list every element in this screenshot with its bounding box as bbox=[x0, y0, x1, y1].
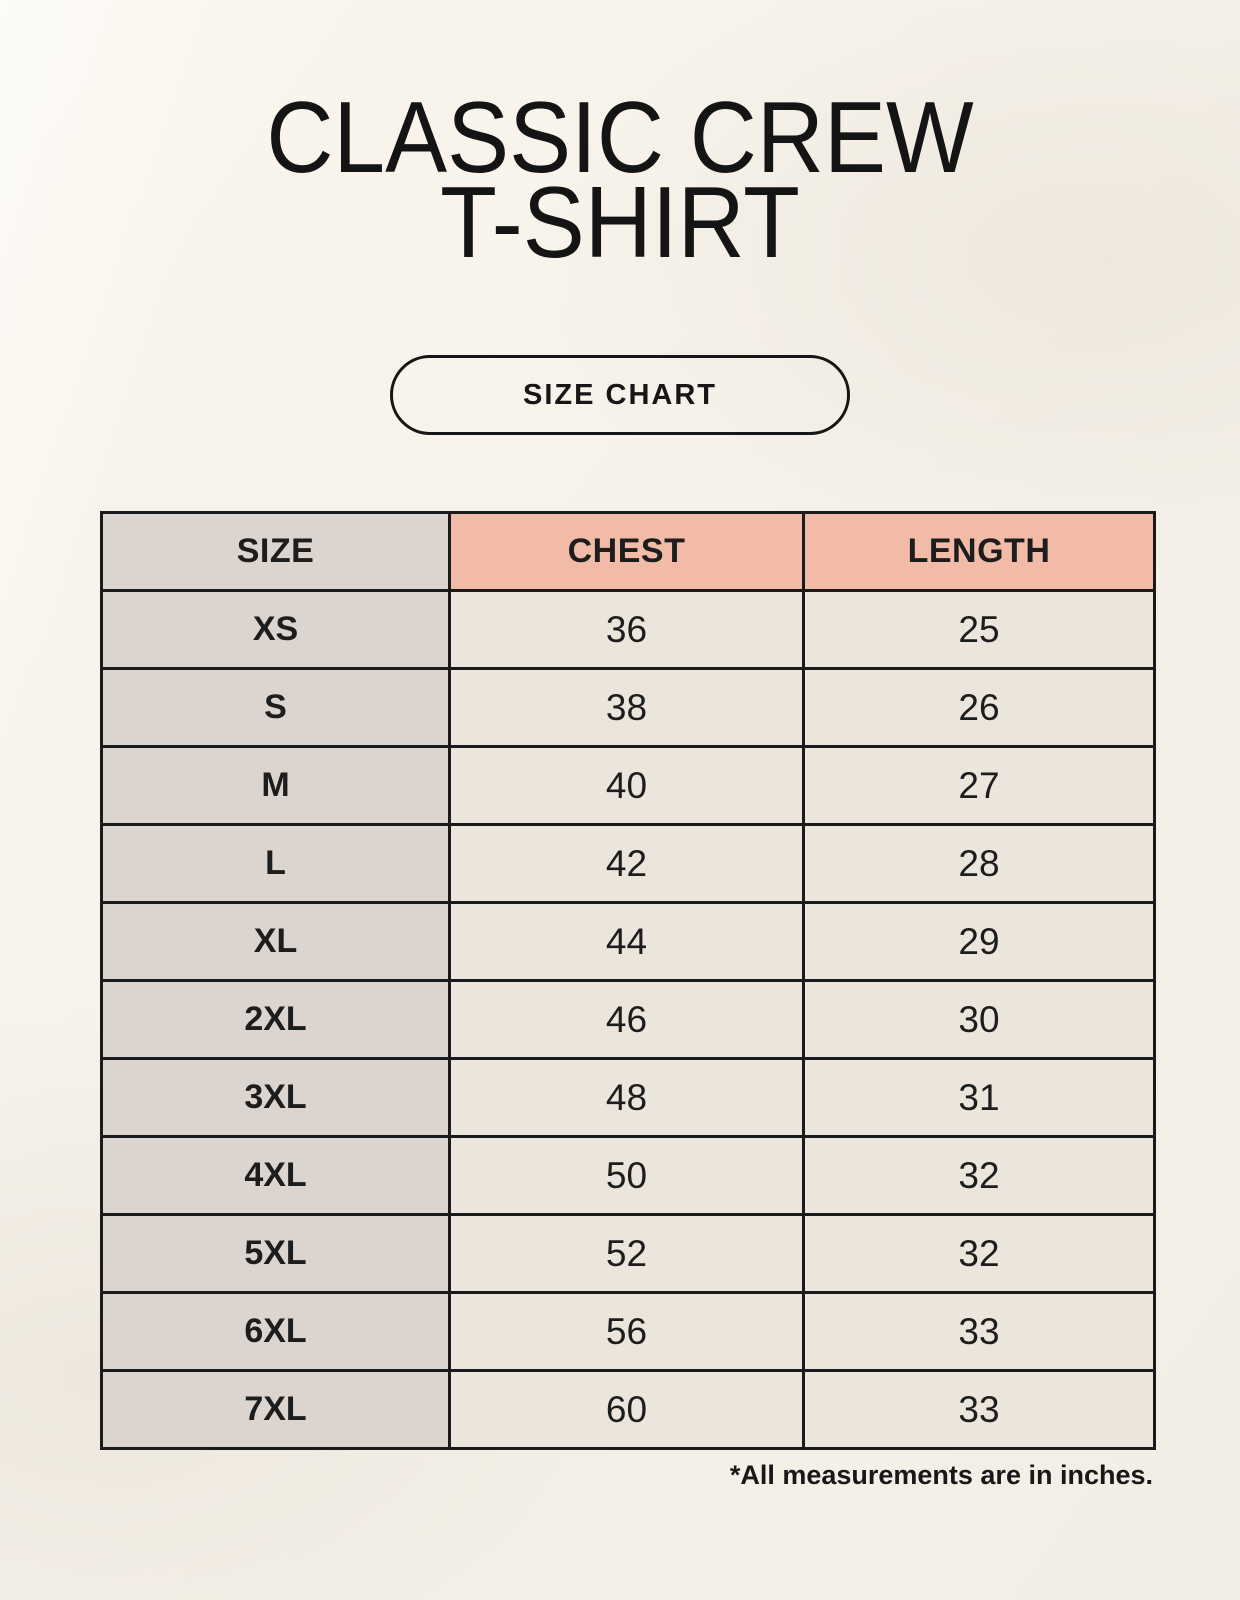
measurement-value: 40 bbox=[450, 747, 804, 825]
table-row bbox=[102, 1215, 1155, 1293]
table-row bbox=[102, 669, 1155, 747]
measurement-value: 31 bbox=[804, 1059, 1155, 1137]
table-row bbox=[102, 1371, 1155, 1449]
measurement-value: 32 bbox=[804, 1137, 1155, 1215]
size-label: M bbox=[102, 747, 450, 825]
measurement-value: 44 bbox=[450, 903, 804, 981]
measurement-value: 48 bbox=[450, 1059, 804, 1137]
size-chart-badge-label: SIZE CHART bbox=[523, 378, 717, 411]
measurement-value: 42 bbox=[450, 825, 804, 903]
measurement-value: 27 bbox=[804, 747, 1155, 825]
size-label: 3XL bbox=[102, 1059, 450, 1137]
table-row bbox=[102, 903, 1155, 981]
measurement-value: 26 bbox=[804, 669, 1155, 747]
measurement-value: 25 bbox=[804, 591, 1155, 669]
header-row bbox=[102, 513, 1155, 591]
measurement-value: 33 bbox=[804, 1371, 1155, 1449]
measurements-footnote: *All measurements are in inches. bbox=[729, 1460, 1153, 1490]
table-row bbox=[102, 1293, 1155, 1371]
measurement-value: 56 bbox=[450, 1293, 804, 1371]
size-label: L bbox=[102, 825, 450, 903]
table-row bbox=[102, 981, 1155, 1059]
measurement-value: 52 bbox=[450, 1215, 804, 1293]
measurement-value: 38 bbox=[450, 669, 804, 747]
table-body bbox=[102, 591, 1155, 1449]
size-chart-table bbox=[100, 511, 1156, 1450]
measurement-value: 50 bbox=[450, 1137, 804, 1215]
table-row bbox=[102, 1137, 1155, 1215]
size-label: 6XL bbox=[102, 1293, 450, 1371]
size-label: XL bbox=[102, 903, 450, 981]
table-row bbox=[102, 591, 1155, 669]
column-header-size: SIZE bbox=[102, 513, 450, 591]
measurement-value: 29 bbox=[804, 903, 1155, 981]
measurement-value: 60 bbox=[450, 1371, 804, 1449]
table-row bbox=[102, 747, 1155, 825]
column-header-length: LENGTH bbox=[804, 513, 1155, 591]
size-chart-badge[interactable] bbox=[390, 355, 850, 435]
page-title-line2: T-SHIRT bbox=[440, 166, 800, 279]
measurement-value: 33 bbox=[804, 1293, 1155, 1371]
size-label: 4XL bbox=[102, 1137, 450, 1215]
size-label: 7XL bbox=[102, 1371, 450, 1449]
table-row bbox=[102, 825, 1155, 903]
column-header-chest: CHEST bbox=[450, 513, 804, 591]
table-row bbox=[102, 1059, 1155, 1137]
size-label: XS bbox=[102, 591, 450, 669]
size-label: 5XL bbox=[102, 1215, 450, 1293]
size-label: 2XL bbox=[102, 981, 450, 1059]
measurement-value: 30 bbox=[804, 981, 1155, 1059]
measurement-value: 28 bbox=[804, 825, 1155, 903]
page-title-line1: CLASSIC CREW bbox=[266, 82, 974, 194]
measurement-value: 46 bbox=[450, 981, 804, 1059]
page-title bbox=[50, 82, 1191, 279]
measurement-value: 36 bbox=[450, 591, 804, 669]
size-label: S bbox=[102, 669, 450, 747]
measurement-value: 32 bbox=[804, 1215, 1155, 1293]
